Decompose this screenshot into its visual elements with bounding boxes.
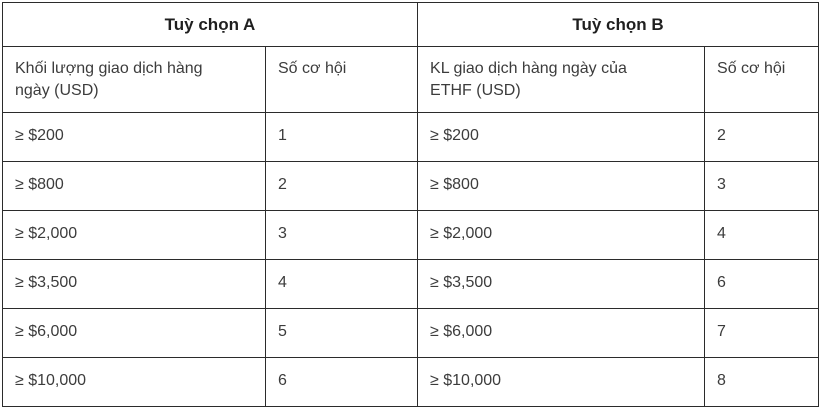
option-b-volume-header-label: KL giao dịch hàng ngày của ETHF (USD) — [430, 60, 627, 99]
option-a-volume-header-label: Khối lượng giao dịch hàng ngày (USD) — [15, 60, 203, 99]
option-b-count-cell: 2 — [705, 113, 819, 162]
option-a-volume-cell: ≥ $10,000 — [3, 358, 266, 407]
option-b-volume-cell: ≥ $3,500 — [418, 260, 705, 309]
table-row — [3, 260, 819, 309]
table-row — [3, 47, 819, 113]
option-b-count-cell: 4 — [705, 211, 819, 260]
option-b-volume-cell: ≥ $800 — [418, 162, 705, 211]
option-a-count-header: Số cơ hội — [266, 47, 418, 113]
option-a-count-cell: 6 — [266, 358, 418, 407]
option-b-volume-cell: ≥ $10,000 — [418, 358, 705, 407]
option-a-volume-cell: ≥ $200 — [3, 113, 266, 162]
option-a-count-cell: 1 — [266, 113, 418, 162]
option-a-volume-cell: ≥ $6,000 — [3, 309, 266, 358]
option-b-count-header: Số cơ hội — [705, 47, 819, 113]
table-row — [3, 113, 819, 162]
option-b-title: Tuỳ chọn B — [418, 3, 819, 47]
table-row — [3, 3, 819, 47]
option-a-volume-cell: ≥ $3,500 — [3, 260, 266, 309]
table-row — [3, 162, 819, 211]
table-row — [3, 358, 819, 407]
option-b-count-cell: 3 — [705, 162, 819, 211]
table-row — [3, 309, 819, 358]
table-row — [3, 211, 819, 260]
option-a-count-cell: 2 — [266, 162, 418, 211]
option-a-title: Tuỳ chọn A — [3, 3, 418, 47]
option-b-volume-cell: ≥ $2,000 — [418, 211, 705, 260]
option-a-count-cell: 4 — [266, 260, 418, 309]
option-a-volume-header — [3, 47, 266, 113]
option-b-count-cell: 8 — [705, 358, 819, 407]
option-b-count-cell: 6 — [705, 260, 819, 309]
option-a-volume-cell: ≥ $2,000 — [3, 211, 266, 260]
option-b-volume-header — [418, 47, 705, 113]
option-b-volume-cell: ≥ $6,000 — [418, 309, 705, 358]
option-a-volume-cell: ≥ $800 — [3, 162, 266, 211]
option-a-count-cell: 5 — [266, 309, 418, 358]
trading-volume-rewards-table — [2, 2, 819, 407]
option-a-count-cell: 3 — [266, 211, 418, 260]
option-b-volume-cell: ≥ $200 — [418, 113, 705, 162]
option-b-count-cell: 7 — [705, 309, 819, 358]
